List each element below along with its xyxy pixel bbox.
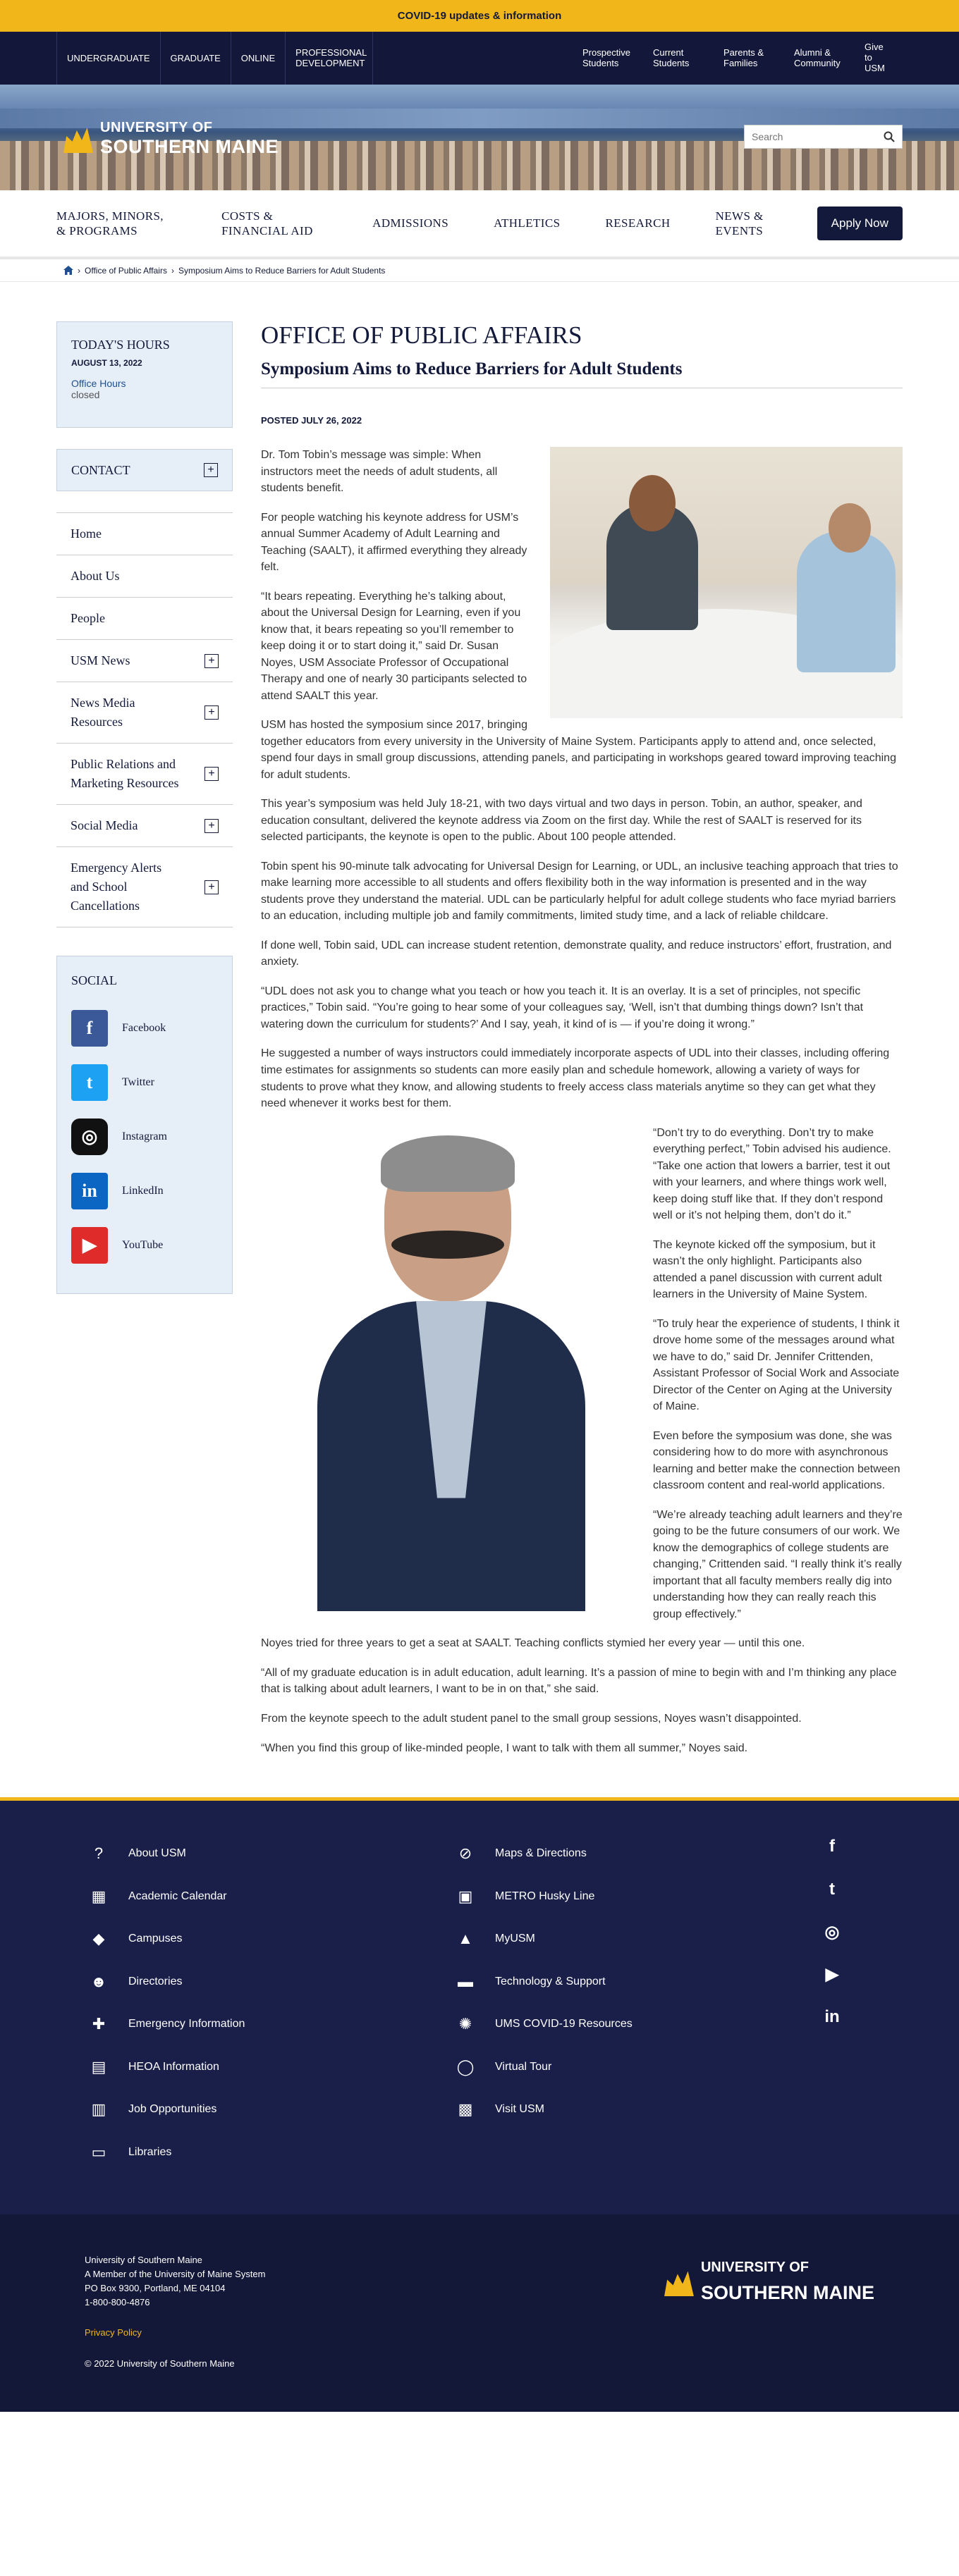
symposium-participants-photo <box>550 447 903 718</box>
linkedin-icon: in <box>71 1173 108 1209</box>
social-instagram[interactable] <box>71 1109 218 1164</box>
article-paragraph: Noyes tried for three years to get a seat at SAALT. Teaching conflicts stymied her every year — until this one. <box>261 1637 805 1650</box>
book-icon: ▭ <box>91 2143 106 2161</box>
sidebar-item-label: Home <box>71 526 102 541</box>
breadcrumb-current: Symposium Aims to Reduce Barriers for Adult Students <box>178 265 386 276</box>
page-body <box>0 282 959 1769</box>
footer-link-virtual-tour[interactable] <box>451 2046 633 2089</box>
breadcrumb-office[interactable]: Office of Public Affairs <box>85 265 167 276</box>
portrait-mustache <box>391 1231 504 1259</box>
footer-link-label: Emergency Information <box>128 2018 245 2030</box>
instagram-icon: ◎ <box>71 1118 108 1155</box>
plus-icon[interactable]: + <box>204 819 219 833</box>
footer-usm-logo[interactable] <box>664 2257 874 2308</box>
vr-headset-icon: ◯ <box>456 2057 475 2076</box>
nav-majors[interactable]: MAJORS, MINORS, & PROGRAMS <box>56 209 164 238</box>
nav-professional-development[interactable]: PROFESSIONAL DEVELOPMENT <box>285 32 373 85</box>
sidebar-item-label: Public Relations and Marketing Resources <box>71 757 179 790</box>
footer-link-label: Job Opportunities <box>128 2103 217 2116</box>
covid-alert-banner[interactable] <box>0 0 959 32</box>
article-paragraph: This year’s symposium was held July 18-21, with two days virtual and two days in person. Tobin, an author, speaker, and education consultant, delivered the keynote address via Zoom on the first day. While the rest of SAALT is reserved for its selected participants, the keynote is open to the public. About 100 people attended. <box>261 798 862 844</box>
maine-map-icon: ◆ <box>92 1930 105 1948</box>
article-paragraph: Even before the symposium was done, she was considering how to do more with asynchronous learning and better make the connection between classroom content and real-world applications. <box>653 1429 900 1492</box>
sidebar-item-label: Social Media <box>71 818 138 832</box>
todays-hours-panel <box>56 321 233 428</box>
compass-icon: ⊘ <box>458 1844 472 1863</box>
social-linkedin[interactable] <box>71 1164 218 1218</box>
sidebar-item-label: News Media Resources <box>71 696 135 729</box>
calendar-icon: ▦ <box>91 1887 106 1905</box>
footer-link-label: Maps & Directions <box>495 1847 587 1860</box>
hero-banner <box>0 85 959 190</box>
nav-admissions[interactable]: ADMISSIONS <box>372 216 449 230</box>
footer-address-member: A Member of the University of Maine System <box>85 2269 266 2280</box>
footer-link-label: UMS COVID-19 Resources <box>495 2018 633 2030</box>
footer-link-myusm[interactable] <box>451 1918 633 1961</box>
youtube-icon: ▶ <box>71 1227 108 1264</box>
footer-link-technology[interactable] <box>451 1961 633 2004</box>
footer-bottom <box>0 2214 959 2412</box>
footer-link-calendar[interactable] <box>85 1875 245 1918</box>
sidebar-item-pr-marketing[interactable] <box>56 744 233 805</box>
sidebar-item-usm-news[interactable] <box>56 640 233 682</box>
question-icon: ? <box>94 1844 104 1863</box>
plus-icon[interactable]: + <box>204 705 219 720</box>
social-facebook[interactable] <box>71 1001 218 1055</box>
cross-icon: ✚ <box>92 2015 106 2033</box>
footer-link-heoa[interactable] <box>85 2046 245 2089</box>
hours-date: AUGUST 13, 2022 <box>71 358 142 368</box>
photo-person-head <box>629 475 676 531</box>
posted-date: POSTED JULY 26, 2022 <box>261 415 362 426</box>
article-paragraph: Tobin spent his 90-minute talk advocating for Universal Design for Learning, or UDL, an inclusive teaching approach that tries to make learning more accessible to all students and offers flexibility both in the way information is presented and in the way students prove they understand the material. UDL can be particularly helpful for adult college students who face myriad barriers to an education, including multiple job and family commitments, limited study time, and a lack of reliable childcare. <box>261 860 898 923</box>
sidebar-item-about-us[interactable] <box>56 555 233 598</box>
article-paragraph: For people watching his keynote address for USM’s annual Summer Academy of Adult Learning and Teaching (SAALT), it affirmed everything they already felt. <box>261 511 527 574</box>
nav-current-students[interactable]: Current Students <box>653 47 690 68</box>
social-label: Instagram <box>122 1130 167 1142</box>
nav-prospective-students[interactable]: Prospective Students <box>582 47 630 68</box>
plus-icon[interactable]: + <box>204 654 219 668</box>
twitter-icon: t <box>71 1064 108 1101</box>
nav-give-to-usm[interactable]: Give to USM <box>865 42 885 73</box>
alert-text[interactable]: COVID-19 updates & information <box>397 10 562 22</box>
sidebar-item-social-media[interactable] <box>56 805 233 847</box>
clipboard-icon: ▥ <box>91 2100 106 2119</box>
social-label: YouTube <box>122 1238 164 1251</box>
article-paragraph: “All of my graduate education is in adult education, adult learning. It’s a passion of mine to begin with and I’m thinking any place that is talking about adult learners, I want to be in on that,” she said. <box>261 1666 897 1696</box>
social-panel <box>56 956 233 1294</box>
search-input[interactable] <box>752 131 872 142</box>
footer-link-label: Campuses <box>128 1933 183 1945</box>
nav-graduate[interactable]: GRADUATE <box>160 32 231 85</box>
social-title: SOCIAL <box>71 973 118 987</box>
hours-title: TODAY'S HOURS <box>71 338 170 352</box>
social-youtube[interactable] <box>71 1218 218 1272</box>
search-box <box>744 125 903 149</box>
logo-line1: UNIVERSITY OF <box>100 120 213 135</box>
footer-link-covid[interactable] <box>451 2003 633 2046</box>
nav-costs[interactable]: COSTS & FINANCIAL AID <box>221 209 313 238</box>
footer-address-po: PO Box 9300, Portland, ME 04104 <box>85 2283 226 2294</box>
logo-line2: SOUTHERN MAINE <box>100 136 279 157</box>
sidebar-item-label: About Us <box>71 569 120 583</box>
facebook-icon[interactable]: f <box>829 1837 835 1856</box>
people-icon: ☻ <box>90 1972 107 1990</box>
footer-link-label: Directories <box>128 1975 183 1988</box>
footer-links <box>0 1801 959 2214</box>
footer-address-name: University of Southern Maine <box>85 2255 202 2266</box>
sidebar-nav <box>56 512 233 928</box>
facebook-icon: f <box>71 1010 108 1047</box>
footer-col-1 <box>85 1832 245 2174</box>
lighthouse-logo-icon <box>664 2268 694 2296</box>
usm-icon: ▲ <box>458 1930 473 1948</box>
main-nav <box>0 190 959 259</box>
office-hours-status: closed <box>71 389 100 400</box>
article-paragraph: The keynote kicked off the symposium, but it wasn’t the only highlight. Participants also attended a panel discussion with current adult learners in the University of Maine System. <box>653 1238 882 1301</box>
lighthouse-logo-icon <box>63 125 93 153</box>
nav-online[interactable]: ONLINE <box>231 32 285 85</box>
article <box>261 321 903 1769</box>
sidebar-item-emergency-alerts[interactable] <box>56 847 233 928</box>
footer-link-emergency[interactable] <box>85 2003 245 2046</box>
document-icon: ▤ <box>91 2057 106 2076</box>
article-paragraph: If done well, Tobin said, UDL can increase student retention, demonstrate quality, and reduce instructors’ effort, frustration, and anxiety. <box>261 939 892 968</box>
footer-link-metro[interactable] <box>451 1875 633 1918</box>
home-icon[interactable] <box>63 266 73 275</box>
footer-logo-line1: UNIVERSITY OF <box>700 2260 809 2276</box>
footer-link-maps[interactable] <box>451 1832 633 1875</box>
footer-link-label: About USM <box>128 1847 186 1860</box>
bus-icon: ▣ <box>458 1887 473 1905</box>
privacy-policy-link[interactable]: Privacy Policy <box>85 2327 142 2338</box>
site-footer <box>0 1797 959 2412</box>
article-paragraph: “UDL does not ask you to change what you teach or how you teach it. It is an overlay. It is a set of principles, not specific practices,” Tobin said. “You’re going to hear some of your colleagues say, ‘Well, isn’t that dumbing things down? Isn’t that watering down the curriculum for students?’ And I say, yeah, it kind of is — if you’re doing it wrong.” <box>261 985 864 1030</box>
nav-undergraduate[interactable]: UNDERGRADUATE <box>56 32 160 85</box>
linkedin-icon[interactable]: in <box>824 2007 840 2027</box>
contact-toggle[interactable] <box>56 449 233 491</box>
laptop-icon: ▬ <box>458 1972 473 1990</box>
plus-icon[interactable]: + <box>204 463 218 477</box>
footer-link-label: Virtual Tour <box>495 2060 552 2073</box>
top-nav <box>0 32 959 85</box>
article-paragraph: “We’re already teaching adult learners and they’re going to be the future consumers of our work. We know the demographics of college students are changing,” Crittenden said. “I really think it’s really important that all faculty members really dig into understanding how they can really reach this group effectively.” <box>653 1508 903 1620</box>
copyright: © 2022 University of Southern Maine <box>85 2358 235 2369</box>
footer-logo-line2: SOUTHERN MAINE <box>700 2282 874 2304</box>
footer-link-visit[interactable] <box>451 2088 633 2131</box>
contact-label: CONTACT <box>71 462 130 477</box>
sidebar-item-label: People <box>71 611 105 625</box>
article-paragraph: From the keynote speech to the adult student panel to the small group sessions, Noyes wasn’t disappointed. <box>261 1713 802 1725</box>
portrait-hair <box>381 1135 515 1192</box>
social-label: LinkedIn <box>122 1184 164 1197</box>
footer-link-label: Technology & Support <box>495 1975 606 1988</box>
instagram-icon[interactable]: ◎ <box>824 1922 840 1942</box>
social-label: Twitter <box>122 1076 154 1088</box>
footer-link-label: Academic Calendar <box>128 1890 227 1902</box>
nav-news-events[interactable]: NEWS & EVENTS <box>715 209 764 238</box>
sidebar-item-people[interactable] <box>56 598 233 640</box>
nav-alumni-community[interactable]: Alumni & Community <box>794 47 841 68</box>
article-title: Symposium Aims to Reduce Barriers for Adult Students <box>261 359 903 388</box>
footer-phone: 1-800-800-4876 <box>85 2297 150 2308</box>
sidebar-item-news-media[interactable] <box>56 682 233 744</box>
nav-research[interactable]: RESEARCH <box>605 216 671 230</box>
office-heading: OFFICE OF PUBLIC AFFAIRS <box>261 321 582 349</box>
article-paragraph: “When you find this group of like-minded people, I want to talk with them all summer,” Noyes said. <box>261 1742 748 1754</box>
photo-person <box>797 531 896 672</box>
nav-athletics[interactable]: ATHLETICS <box>494 216 561 230</box>
footer-link-label: Visit USM <box>495 2103 544 2116</box>
nav-parents-families[interactable]: Parents & Families <box>723 47 764 68</box>
footer-link-libraries[interactable] <box>85 2131 245 2174</box>
twitter-icon[interactable]: t <box>829 1879 835 1899</box>
suitcase-icon: ▩ <box>458 2100 473 2119</box>
audience-nav-right <box>571 32 903 85</box>
footer-social <box>818 1832 846 2046</box>
breadcrumb-sep: › <box>171 265 174 276</box>
footer-link-label: MyUSM <box>495 1933 535 1945</box>
tom-tobin-portrait <box>261 1125 635 1611</box>
footer-col-2 <box>451 1832 633 2131</box>
office-hours-label: Office Hours <box>71 378 126 389</box>
apply-now-button[interactable]: Apply Now <box>817 207 903 240</box>
article-paragraph: USM has hosted the symposium since 2017, bringing together educators from every university in the University of Maine System. Participants apply to attend and, once selected, spend four days in small group discussions, attending panels, and participating in workshops geared toward improving teaching for adult students. <box>261 719 896 781</box>
sidebar <box>56 321 233 1769</box>
youtube-icon[interactable]: ▶ <box>825 1965 839 1985</box>
footer-link-about[interactable] <box>85 1832 245 1875</box>
footer-link-label: Libraries <box>128 2145 172 2158</box>
usm-logo[interactable] <box>63 120 279 158</box>
breadcrumb-sep: › <box>78 265 80 276</box>
social-twitter[interactable] <box>71 1055 218 1109</box>
plus-icon[interactable]: + <box>204 767 219 781</box>
breadcrumb <box>0 259 959 282</box>
footer-link-jobs[interactable] <box>85 2088 245 2131</box>
article-paragraph: He suggested a number of ways instructors could immediately incorporate aspects of UDL into their classes, including offering time estimates for assignments so students can more easily plan and schedule homework, allowing a variety of ways for students to prove what they know, and allowing students to freely access class materials anytime so they can get what they need whenever it works best for them. <box>261 1047 890 1110</box>
search-icon[interactable] <box>884 131 895 142</box>
article-paragraph: “To truly hear the experience of students, I think it drove home some of the messages around what we have to do,” said Dr. Jennifer Crittenden, Assistant Professor of Social Work and Associate Director of the Center on Aging at the University of Maine. <box>653 1317 900 1413</box>
sidebar-item-label: USM News <box>71 653 130 667</box>
footer-link-directories[interactable] <box>85 1961 245 2004</box>
footer-link-campuses[interactable] <box>85 1918 245 1961</box>
plus-icon[interactable]: + <box>204 880 219 894</box>
article-paragraph: “It bears repeating. Everything he’s talking about, about the Universal Design for Learning, even if you know that, it bears repeating so you’ll remember to keep doing it or to start doing it,” said Dr. Susan Noyes, USM Associate Professor of Occupational Therapy and one of nearly 30 participants selected to attend SAALT this year. <box>261 590 527 702</box>
social-label: Facebook <box>122 1021 166 1034</box>
audience-nav-left <box>56 32 373 85</box>
sidebar-item-label: Emergency Alerts and School Cancellations <box>71 861 162 913</box>
article-paragraph: “Don’t try to do everything. Don’t try to make everything perfect,” Tobin advised his audience. “Take one action that lowers a barrier, test it out with your learners, and where things work well, keep doing stuff like that. If they don’t respond well or it’s not helping them, don’t do it.” <box>653 1126 891 1222</box>
photo-person-head <box>829 503 871 553</box>
virus-icon: ✺ <box>458 2015 472 2033</box>
footer-link-label: METRO Husky Line <box>495 1890 595 1902</box>
article-paragraph: Dr. Tom Tobin’s message was simple: When instructors meet the needs of adult students, all students benefit. <box>261 449 498 495</box>
sidebar-item-home[interactable] <box>56 513 233 555</box>
footer-link-label: HEOA Information <box>128 2060 219 2073</box>
